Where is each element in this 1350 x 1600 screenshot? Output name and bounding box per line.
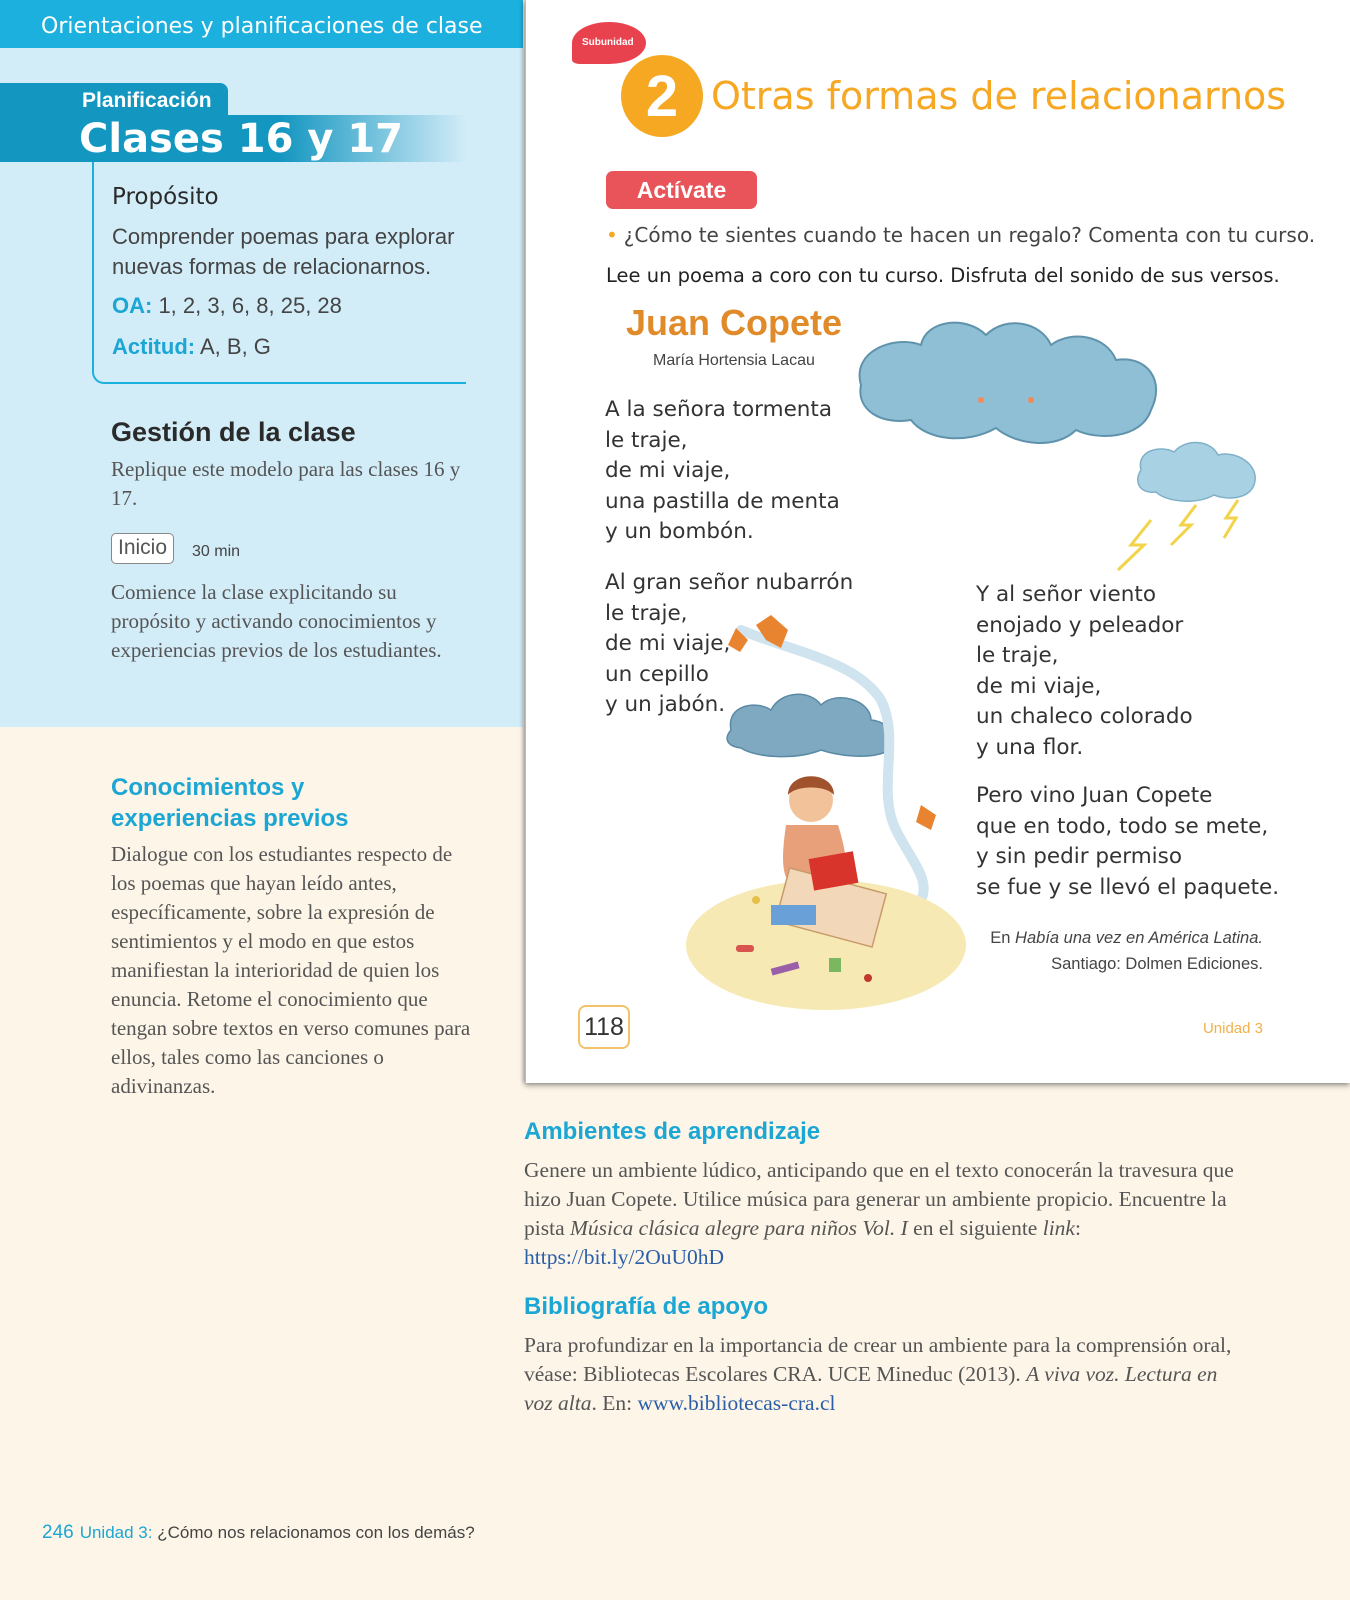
subunit-title: Otras formas de relacionarnos <box>711 74 1287 118</box>
clases-title: Clases 16 y 17 <box>79 116 403 162</box>
page-footer <box>42 1522 475 1544</box>
bibliografia-text-part: Para profundizar en la importancia de crear un ambiente para la comprensión oral, véase: Bibliotecas Escolares CRA. UCE Mineduc (2013). <box>524 1333 1232 1386</box>
oa-value: 1, 2, 3, 6, 8, 25, 28 <box>152 293 342 318</box>
reading-instruction: Lee un poema a coro con tu curso. Disfruta del sonido de sus versos. <box>606 264 1280 287</box>
subunidad-label: Subunidad <box>582 37 634 48</box>
planificacion-label: Planificación <box>82 89 212 112</box>
oa-label: OA: <box>112 293 153 318</box>
poem-line: y una flor. <box>976 734 1084 760</box>
ambientes-text <box>524 1156 1244 1272</box>
poem-author: María Hortensia Lacau <box>653 352 815 369</box>
poem-line: de mi viaje, <box>976 673 1102 699</box>
inicio-text: Comience la clase explicitando su propósito y activando conocimientos y experiencias previos de los estudiantes. <box>111 580 442 662</box>
oa-line <box>112 293 342 319</box>
proposito-title: Propósito <box>112 184 219 210</box>
textbook-page <box>525 0 1350 1083</box>
actitud-line <box>112 334 271 360</box>
poem-line: se fue y se llevó el paquete. <box>976 874 1280 900</box>
poem-stanza-4 <box>976 781 1279 903</box>
poem-line: y un jabón. <box>605 692 726 717</box>
inicio-time: 30 min <box>192 543 241 560</box>
link-word: link <box>1042 1216 1075 1240</box>
poem-source <box>990 925 1263 977</box>
poem-line: una pastilla de menta <box>605 488 840 514</box>
poem-stanza-1 <box>605 395 840 548</box>
poem-line: Y al señor viento <box>976 582 1156 607</box>
poem-line: le traje, <box>605 427 688 453</box>
ambientes-text-part: Genere un ambiente lúdico, anticipando que en el texto conocerán la travesura que hizo Juan Copete. Utilice música para generar un ambiente propicio. Encuentre la pista <box>524 1158 1234 1240</box>
bibliografia-title: Bibliografía de apoyo <box>524 1293 769 1320</box>
bibliografia-text-part: . En: <box>591 1391 638 1415</box>
poem-line: un cepillo <box>605 661 709 687</box>
poem-title: Juan Copete <box>626 302 843 343</box>
textbook-unit-mark: Unidad 3 <box>1202 1020 1263 1037</box>
source-prefix: En <box>990 929 1016 947</box>
poem-line: y sin pedir permiso <box>976 844 1182 869</box>
ambientes-title: Ambientes de aprendizaje <box>524 1118 821 1145</box>
poem-line: le traje, <box>976 643 1059 668</box>
footer-unit: Unidad 3: <box>79 1523 153 1542</box>
gestion-text: Replique este modelo para las clases 16 y 17. <box>111 457 461 510</box>
poem-line: Al gran señor nubarrón <box>605 570 854 595</box>
activate-badge: Actívate <box>606 171 757 209</box>
conocimientos-title: Conocimientos y experiencias previos <box>111 774 349 832</box>
poem-stanza-3 <box>976 580 1193 763</box>
actitud-label: Actitud: <box>112 334 196 359</box>
lightning-icon <box>1118 520 1151 570</box>
proposito-box <box>92 162 466 384</box>
footer-question: ¿Cómo nos relacionamos con los demás? <box>152 1523 475 1542</box>
clases-band <box>0 115 466 162</box>
subunidad-badge <box>572 22 646 64</box>
source-book: Había una vez en América Latina. <box>1015 929 1263 947</box>
activate-question-text: ¿Cómo te sientes cuando te hacen un regalo? Comenta con tu curso. <box>623 223 1316 247</box>
ambientes-text-part: : <box>1074 1216 1081 1240</box>
poem-line: le traje, <box>605 600 688 626</box>
footer-page-number: 246 <box>42 1522 74 1543</box>
bullet-dot-icon: • <box>606 223 618 247</box>
section-header-title: Orientaciones y planificaciones de clase <box>41 14 483 39</box>
poem-line: Pero vino Juan Copete <box>976 783 1213 808</box>
poem-line: que en todo, todo se mete, <box>976 813 1269 839</box>
bibliografia-work: A viva voz. Lectura en voz alta <box>524 1362 1218 1415</box>
music-link[interactable]: https://bit.ly/2OuU0hD <box>524 1245 725 1269</box>
subunit-number-circle <box>621 55 703 137</box>
poem-line: de mi viaje, <box>605 631 731 656</box>
source-publisher: Santiago: Dolmen Ediciones. <box>1051 955 1263 973</box>
gestion-title: Gestión de la clase <box>111 417 356 447</box>
poem-line: A la señora tormenta <box>605 397 833 422</box>
section-header-band <box>0 0 523 48</box>
music-track: Música clásica alegre para niños Vol. I <box>569 1216 908 1240</box>
planificacion-tab <box>0 83 228 117</box>
storm-cloud-icon <box>860 323 1157 443</box>
poem-line: enojado y peleador <box>976 612 1184 638</box>
ambientes-text-part: en el siguiente <box>907 1216 1043 1240</box>
proposito-text: Comprender poemas para explorar nuevas formas de relacionarnos. <box>112 224 455 279</box>
activate-question <box>606 223 1315 247</box>
conocimientos-text: Dialogue con los estudiantes respecto de los poemas que hayan leído antes, específicamente, sobre la expresión de sentimientos y el modo en que estos manifiestan la interioridad de quien los enuncia. Retome el conocimiento que tengan sobre textos en verso comunes para ellos, tales como las canciones o adivinanzas. <box>111 842 471 1098</box>
small-cloud-icon <box>1138 443 1255 502</box>
actitud-value: A, B, G <box>195 334 271 359</box>
cra-link[interactable]: www.bibliotecas-cra.cl <box>637 1391 836 1415</box>
bibliografia-text <box>524 1331 1244 1418</box>
subunit-number: 2 <box>645 64 679 129</box>
poem-stanza-2 <box>605 568 853 721</box>
textbook-page-number: 118 <box>578 1005 630 1049</box>
poem-line: un chaleco colorado <box>976 704 1193 729</box>
poem-line: de mi viaje, <box>605 458 731 483</box>
poem-line: y un bombón. <box>605 519 754 544</box>
inicio-badge: Inicio <box>111 533 174 564</box>
